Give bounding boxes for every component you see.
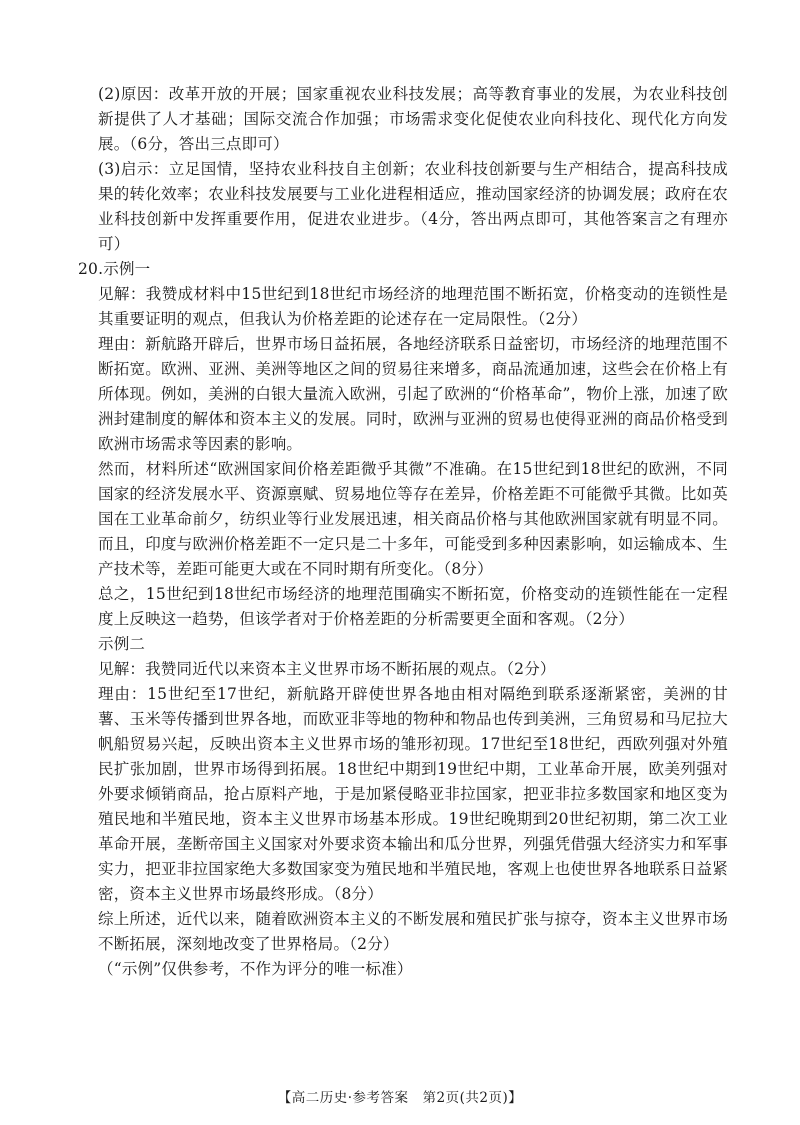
q19-part2-answer: (2)原因：改革开放的开展；国家重视农业科技发展；高等教育事业的发展，为农业科技创新提供了人才基础；国际交流合作加强；市场需求变化促使农业向科技化、现代化方向发展。（6分，答出三点即可） — [98, 85, 728, 153]
example1-heading: 示例一 — [103, 260, 151, 278]
q19-part3-answer: (3)启示：立足国情，坚持农业科技自主创新；农业科技创新要与生产相结合，提高科技成果的转化效率；农业科技发展要与工业化进程相适应，推动国家经济的协调发展；政府在农业科技创新中发挥重要作用，促进农业进步。（4分，答出两点即可，其他答案言之有理亦可） — [98, 160, 728, 253]
page-footer: 【高二历史·参考答案 第2页(共2页)】 — [277, 1090, 523, 1106]
example1-viewpoint: 见解：我赞成材料中15世纪到18世纪市场经济的地理范围不断拓宽，价格变动的连锁性是其重要证明的观点，但我认为价格差距的论述存在一定局限性。（2分） — [98, 285, 728, 328]
example2-reason: 理由：15世纪至17世纪，新航路开辟使世界各地由相对隔绝到联系逐渐紧密，美洲的甘薯、玉米等传播到世界各地，而欧亚非等地的物种和物品也传到美洲，三角贸易和马尼拉大帆船贸易兴起，反映出资本主义世界市场的雏形初现。17世纪至18世纪，西欧列强对外殖民扩张加剧，世界市场得到拓展。18世纪中期到19世纪中期，工业革命开展，欧美列强对外要求倾销商品，抢占原料产地，于是加紧侵略亚非拉国家，把亚非拉多数国家和地区变为殖民地和半殖民地，资本主义世界市场基本形成。19世纪晚期到20世纪初期，第二次工业革命开展，垄断帝国主义国家对外要求资本输出和瓜分世界，列强凭借强大经济实力和军事实力，把亚非拉国家绝大多数国家变为殖民地和半殖民地，客观上也使世界各地联系日益紧密，资本主义世界市场最终形成。（8分） — [98, 685, 728, 903]
example1-reason-1: 理由：新航路开辟后，世界市场日益拓展，各地经济联系日益密切，市场经济的地理范围不断拓宽。欧洲、亚洲、美洲等地区之间的贸易往来增多，商品流通加速，这些会在价格上有所体现。例如，美洲的白银大量流入欧洲，引起了欧洲的“价格革命”，物价上涨，加速了欧洲封建制度的解体和资本主义的发展。同时，欧洲与亚洲的贸易也使得亚洲的商品价格受到欧洲市场需求等因素的影响。 — [98, 335, 728, 453]
grading-note: （“示例”仅供参考，不作为评分的唯一标准） — [98, 960, 413, 978]
q20-number: 20. — [78, 260, 104, 278]
example2-heading: 示例二 — [98, 635, 146, 653]
q20-heading — [78, 257, 728, 282]
answer-content — [78, 82, 728, 982]
example1-conclusion: 总之，15世纪到18世纪市场经济的地理范围确实不断拓宽，价格变动的连锁性能在一定程度上反映这一趋势，但该学者对于价格差距的分析需要更全面和客观。（2分） — [98, 585, 728, 628]
example2-conclusion: 综上所述，近代以来，随着欧洲资本主义的不断发展和殖民扩张与掠夺，资本主义世界市场不断拓展，深刻地改变了世界格局。（2分） — [98, 910, 728, 953]
example1-reason-2: 然而，材料所述“欧洲国家间价格差距微乎其微”不准确。在15世纪到18世纪的欧洲，不同国家的经济发展水平、资源禀赋、贸易地位等存在差异，价格差距不可能微乎其微。比如英国在工业革命前夕，纺织业等行业发展迅速，相关商品价格与其他欧洲国家就有明显不同。而且，印度与欧洲价格差距不一定只是二十多年，可能受到多种因素影响，如运输成本、生产技术等，差距可能更大或在不同时期有所变化。（8分） — [98, 460, 728, 578]
example2-viewpoint: 见解：我赞同近代以来资本主义世界市场不断拓展的观点。（2分） — [98, 660, 556, 678]
